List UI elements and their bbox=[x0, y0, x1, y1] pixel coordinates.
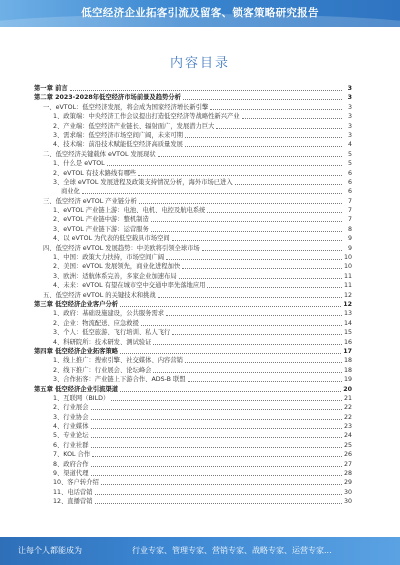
toc-entry-page-number: 10 bbox=[343, 254, 352, 262]
toc-entry-title: 4、科研院所：技术研发、测试验证 bbox=[53, 338, 152, 346]
toc-entry[interactable] bbox=[34, 413, 352, 422]
toc-dot-leader bbox=[111, 394, 342, 401]
toc-dot-leader bbox=[151, 225, 342, 232]
toc-dot-leader bbox=[91, 431, 342, 438]
toc-entry-title: 4、以 eVTOL 为代表的低空载具市场空间 bbox=[53, 235, 170, 243]
toc-entry-page-number: 9 bbox=[347, 235, 352, 243]
toc-entry-page-number: 8 bbox=[347, 225, 352, 233]
toc-dot-leader bbox=[185, 131, 342, 138]
toc-entry-title: 第一章 前言 bbox=[34, 85, 68, 92]
toc-entry-title: 2、eVTOL 有技术路线有哪些 bbox=[53, 169, 137, 177]
toc-entry-page-number: 3 bbox=[347, 113, 352, 121]
toc-entry[interactable] bbox=[34, 488, 352, 497]
toc-entry-page-number: 21 bbox=[343, 394, 352, 402]
toc-entry[interactable] bbox=[34, 206, 352, 215]
toc-entry-page-number: 13 bbox=[343, 310, 352, 318]
toc-entry[interactable] bbox=[34, 441, 352, 450]
toc-entry[interactable] bbox=[34, 197, 352, 206]
toc-dot-leader bbox=[151, 215, 342, 222]
toc-entry-page-number: 3 bbox=[347, 122, 352, 130]
toc-entry-title: 4、行业媒体 bbox=[53, 423, 89, 431]
toc-entry[interactable] bbox=[34, 262, 352, 271]
toc-entry-title: 10、客户转介绍 bbox=[53, 479, 99, 487]
toc-entry[interactable] bbox=[34, 347, 352, 356]
toc-entry-title: 2、企业：物流配送、应急救援 bbox=[53, 319, 139, 327]
toc-entry-page-number: 12 bbox=[343, 291, 352, 299]
toc-entry-title: 三、低空经济 eVTOL 产业链分析 bbox=[43, 197, 137, 205]
toc-entry-title: 11、电话营销 bbox=[53, 488, 93, 496]
toc-dot-leader bbox=[202, 244, 342, 251]
toc-dot-leader bbox=[207, 281, 342, 288]
toc-entry[interactable] bbox=[34, 450, 352, 459]
toc-entry-title: 2、美国：eVTOL 发展领先，商业化进程加快 bbox=[53, 263, 181, 271]
toc-dot-leader bbox=[185, 140, 342, 147]
toc-entry-title: 第五章 低空经济企业引流渠道 bbox=[34, 385, 119, 393]
toc-entry-page-number: 4 bbox=[347, 141, 352, 149]
toc-entry-page-number: 28 bbox=[343, 470, 352, 478]
toc-dot-leader bbox=[95, 497, 342, 504]
toc-entry-title: 4、技术端：前沿技术赋能低空经济高质量发展 bbox=[53, 141, 183, 149]
toc-dot-leader bbox=[185, 356, 342, 363]
toc-dot-leader bbox=[188, 375, 342, 382]
toc-entry-title: 1、eVTOL 产业链上游：电池、电机、电控及航电系统 bbox=[53, 207, 206, 215]
toc-entry[interactable] bbox=[34, 394, 352, 403]
toc-entry[interactable] bbox=[34, 309, 352, 318]
toc-entry-title: 四、低空经济 eVTOL 发展趋势：中美欧将引领全球市场 bbox=[43, 244, 200, 252]
toc-entry[interactable] bbox=[34, 356, 352, 365]
toc-entry[interactable] bbox=[34, 122, 352, 131]
toc-entry[interactable] bbox=[34, 328, 352, 337]
toc-entry-page-number: 6 bbox=[347, 178, 352, 186]
toc-dot-leader bbox=[210, 103, 342, 110]
toc-dot-leader bbox=[120, 385, 341, 392]
toc-entry-page-number: 10 bbox=[343, 263, 352, 271]
toc-entry-page-number: 23 bbox=[343, 423, 352, 431]
report-title: 低空经济企业拓客引流及留客、锁客策略研究报告 bbox=[81, 7, 319, 19]
toc-dot-leader bbox=[139, 197, 342, 204]
toc-entry[interactable] bbox=[34, 272, 352, 281]
toc-entry[interactable] bbox=[34, 366, 352, 375]
toc-entry-title: 2、线下推广：行业展会、论坛峰会 bbox=[53, 366, 152, 374]
toc-entry-page-number: 24 bbox=[343, 432, 352, 440]
toc-entry-title: 五、低空经济 eVTOL 的关键技术和挑战 bbox=[43, 291, 156, 299]
toc-entry[interactable] bbox=[34, 338, 352, 347]
toc-dot-leader bbox=[207, 206, 342, 213]
toc-entry[interactable] bbox=[34, 300, 352, 309]
toc-entry[interactable] bbox=[34, 131, 352, 140]
toc-entry-page-number: 12 bbox=[343, 300, 352, 308]
toc-entry[interactable] bbox=[34, 103, 352, 112]
toc-dot-leader bbox=[172, 234, 342, 241]
toc-entry-page-number: 14 bbox=[343, 319, 352, 327]
toc-entry[interactable] bbox=[34, 460, 352, 469]
toc-entry-page-number: 18 bbox=[343, 366, 352, 374]
toc-dot-leader bbox=[153, 338, 342, 345]
toc-entry-title: 4、未来：eVTOL 有望在城市空中交通中率先落地应用 bbox=[53, 282, 206, 290]
toc-entry-title: 3、合作拓客：产业链上下游合作、ADS-B 联盟 bbox=[53, 376, 186, 384]
toc-entry-page-number: 7 bbox=[347, 197, 352, 205]
toc-entry-page-number: 11 bbox=[343, 272, 352, 280]
toc-dot-leader bbox=[101, 478, 342, 485]
toc-dot-leader bbox=[91, 441, 342, 448]
toc-entry[interactable] bbox=[34, 93, 352, 102]
toc-dot-leader bbox=[95, 488, 342, 495]
table-of-contents bbox=[34, 84, 352, 507]
toc-entry-title: 第三章 低空经济企业客户分析 bbox=[34, 300, 119, 308]
toc-entry[interactable] bbox=[34, 169, 352, 178]
toc-dot-leader bbox=[158, 291, 342, 298]
toc-entry-title: 商业化 bbox=[61, 188, 80, 196]
toc-entry-page-number: 9 bbox=[347, 244, 352, 252]
toc-entry[interactable] bbox=[34, 469, 352, 478]
toc-dot-leader bbox=[166, 309, 342, 316]
toc-entry-title: 1、互联网（BILD） bbox=[53, 394, 110, 402]
toc-entry-title: 1、什么是 eVTOL bbox=[53, 160, 105, 168]
toc-dot-leader bbox=[166, 253, 342, 260]
toc-entry-title: 9、渠道代理 bbox=[53, 470, 89, 478]
toc-dot-leader bbox=[216, 122, 342, 129]
toc-entry-page-number: 5 bbox=[347, 150, 352, 158]
toc-dot-leader bbox=[82, 187, 342, 194]
toc-dot-leader bbox=[70, 84, 342, 91]
toc-entry-title: 6、行业社群 bbox=[53, 441, 89, 449]
toc-entry[interactable] bbox=[34, 478, 352, 487]
toc-entry-title: 3、行业协会 bbox=[53, 413, 89, 421]
report-header-banner bbox=[0, 0, 400, 27]
toc-entry[interactable] bbox=[34, 215, 352, 224]
toc-entry-title: 3、欧洲：适航体系完善，多家企业加速布局 bbox=[53, 272, 177, 280]
toc-dot-leader bbox=[172, 328, 342, 335]
toc-entry-page-number: 19 bbox=[343, 376, 352, 384]
toc-entry-page-number: 7 bbox=[347, 216, 352, 224]
toc-entry-title: 2、eVTOL 产业链中游：整机制造 bbox=[53, 216, 149, 224]
toc-entry[interactable] bbox=[34, 403, 352, 412]
toc-entry-page-number: 15 bbox=[343, 329, 352, 337]
toc-entry[interactable] bbox=[34, 150, 352, 159]
footer-slogan-roles: 行业专家、管理专家、营销专家、战略专家、运营专家... bbox=[132, 546, 332, 555]
toc-entry-title: 第四章 低空经济企业拓客策略 bbox=[34, 347, 119, 355]
toc-dot-leader bbox=[242, 112, 342, 119]
toc-entry[interactable] bbox=[34, 375, 352, 384]
toc-entry-title: 5、专业论坛 bbox=[53, 432, 89, 440]
toc-entry-page-number: 3 bbox=[347, 131, 352, 139]
toc-entry[interactable] bbox=[34, 225, 352, 234]
toc-dot-leader bbox=[235, 178, 342, 185]
toc-entry[interactable] bbox=[34, 244, 352, 253]
toc-entry-title: 第二章 2023-2028年低空经济市场前景及趋势分析 bbox=[34, 94, 181, 102]
toc-dot-leader bbox=[153, 366, 342, 373]
toc-entry[interactable] bbox=[34, 140, 352, 149]
toc-entry-title: 1、线上推广：搜索引擎、社交媒体、内容营销 bbox=[53, 357, 183, 365]
toc-entry-page-number: 6 bbox=[347, 188, 352, 196]
toc-entry-title: 12、直播营销 bbox=[53, 498, 93, 506]
toc-dot-leader bbox=[91, 469, 342, 476]
toc-entry[interactable] bbox=[34, 385, 352, 394]
toc-dot-leader bbox=[138, 169, 342, 176]
toc-entry-page-number: 22 bbox=[343, 404, 352, 412]
toc-dot-leader bbox=[107, 159, 342, 166]
toc-entry-page-number: 16 bbox=[343, 338, 352, 346]
toc-dot-leader bbox=[179, 272, 342, 279]
toc-entry-page-number: 11 bbox=[343, 282, 352, 290]
toc-entry-page-number: 3 bbox=[347, 85, 352, 92]
toc-entry[interactable] bbox=[34, 291, 352, 300]
toc-dot-leader bbox=[120, 347, 341, 354]
toc-entry-page-number: 22 bbox=[343, 413, 352, 421]
toc-dot-leader bbox=[183, 93, 342, 100]
toc-entry[interactable] bbox=[34, 422, 352, 431]
toc-entry-page-number: 26 bbox=[343, 451, 352, 459]
toc-entry-title: 2、产业端：低空经济产业链长、辐射面广，发展潜力巨大 bbox=[53, 122, 215, 130]
toc-entry-page-number: 3 bbox=[347, 103, 352, 111]
toc-entry-title: 3、个人：低空旅游、飞行培训、私人飞行 bbox=[53, 329, 171, 337]
toc-entry[interactable] bbox=[34, 159, 352, 168]
toc-dot-leader bbox=[92, 450, 342, 457]
toc-entry-title: 7、KOL 合作 bbox=[53, 451, 91, 459]
toc-entry-page-number: 18 bbox=[343, 357, 352, 365]
toc-entry[interactable] bbox=[34, 319, 352, 328]
toc-dot-leader bbox=[182, 262, 342, 269]
toc-entry-title: 3、eVTOL 产业链下游：运营服务 bbox=[53, 225, 149, 233]
toc-dot-leader bbox=[91, 460, 342, 467]
toc-heading: 内容目录 bbox=[169, 56, 230, 71]
toc-entry[interactable] bbox=[34, 112, 352, 121]
toc-entry[interactable] bbox=[34, 253, 352, 262]
toc-entry[interactable] bbox=[34, 497, 352, 506]
toc-dot-leader bbox=[91, 403, 342, 410]
toc-entry-title: 8、政府合作 bbox=[53, 460, 89, 468]
toc-entry-page-number: 25 bbox=[343, 441, 352, 449]
toc-dot-leader bbox=[91, 413, 342, 420]
toc-entry[interactable] bbox=[34, 178, 352, 187]
toc-entry-page-number: 30 bbox=[343, 498, 352, 506]
toc-entry-page-number: 27 bbox=[343, 460, 352, 468]
toc-entry[interactable] bbox=[34, 431, 352, 440]
toc-entry-page-number: 5 bbox=[347, 160, 352, 168]
toc-entry[interactable] bbox=[34, 281, 352, 290]
toc-entry[interactable] bbox=[34, 84, 352, 93]
toc-entry-page-number: 7 bbox=[347, 207, 352, 215]
toc-entry-page-number: 17 bbox=[343, 347, 352, 355]
toc-entry[interactable] bbox=[34, 234, 352, 243]
toc-entry-page-number: 3 bbox=[347, 94, 352, 102]
footer-slogan-lead: 让每个人都能成为 bbox=[18, 546, 82, 555]
toc-entry-page-number: 30 bbox=[343, 488, 352, 496]
toc-entry-page-number: 29 bbox=[343, 479, 352, 487]
toc-entry-title: 二、低空经济关键载体 eVTOL 发展现状 bbox=[43, 150, 156, 158]
toc-dot-leader bbox=[120, 300, 341, 307]
report-footer-banner bbox=[0, 537, 400, 565]
toc-entry-title: 2、行业展会 bbox=[53, 404, 89, 412]
toc-entry-title: 1、政策端：中央经济工作会议提出打造低空经济等战略性新兴产业 bbox=[53, 113, 240, 121]
toc-entry[interactable] bbox=[34, 187, 352, 196]
toc-dot-leader bbox=[141, 319, 342, 326]
toc-entry-title: 3、需求端：低空经济市场空间广阔，未来可期 bbox=[53, 131, 183, 139]
toc-entry-title: 一、eVTOL：低空经济发展，将会成为国家经济增长新引擎 bbox=[43, 103, 209, 111]
toc-dot-leader bbox=[91, 422, 342, 429]
toc-entry-title: 3、全球 eVTOL 发展进程及政策支持情况分析，海外市场已进入 bbox=[53, 178, 233, 186]
toc-entry-title: 1、中国：政策大力扶持，市场空间广阔 bbox=[53, 254, 165, 262]
toc-entry-page-number: 6 bbox=[347, 169, 352, 177]
toc-entry-title: 1、政府：基础设施建设，公共服务需求 bbox=[53, 310, 165, 318]
toc-entry-page-number: 20 bbox=[343, 385, 352, 393]
toc-dot-leader bbox=[158, 150, 342, 157]
